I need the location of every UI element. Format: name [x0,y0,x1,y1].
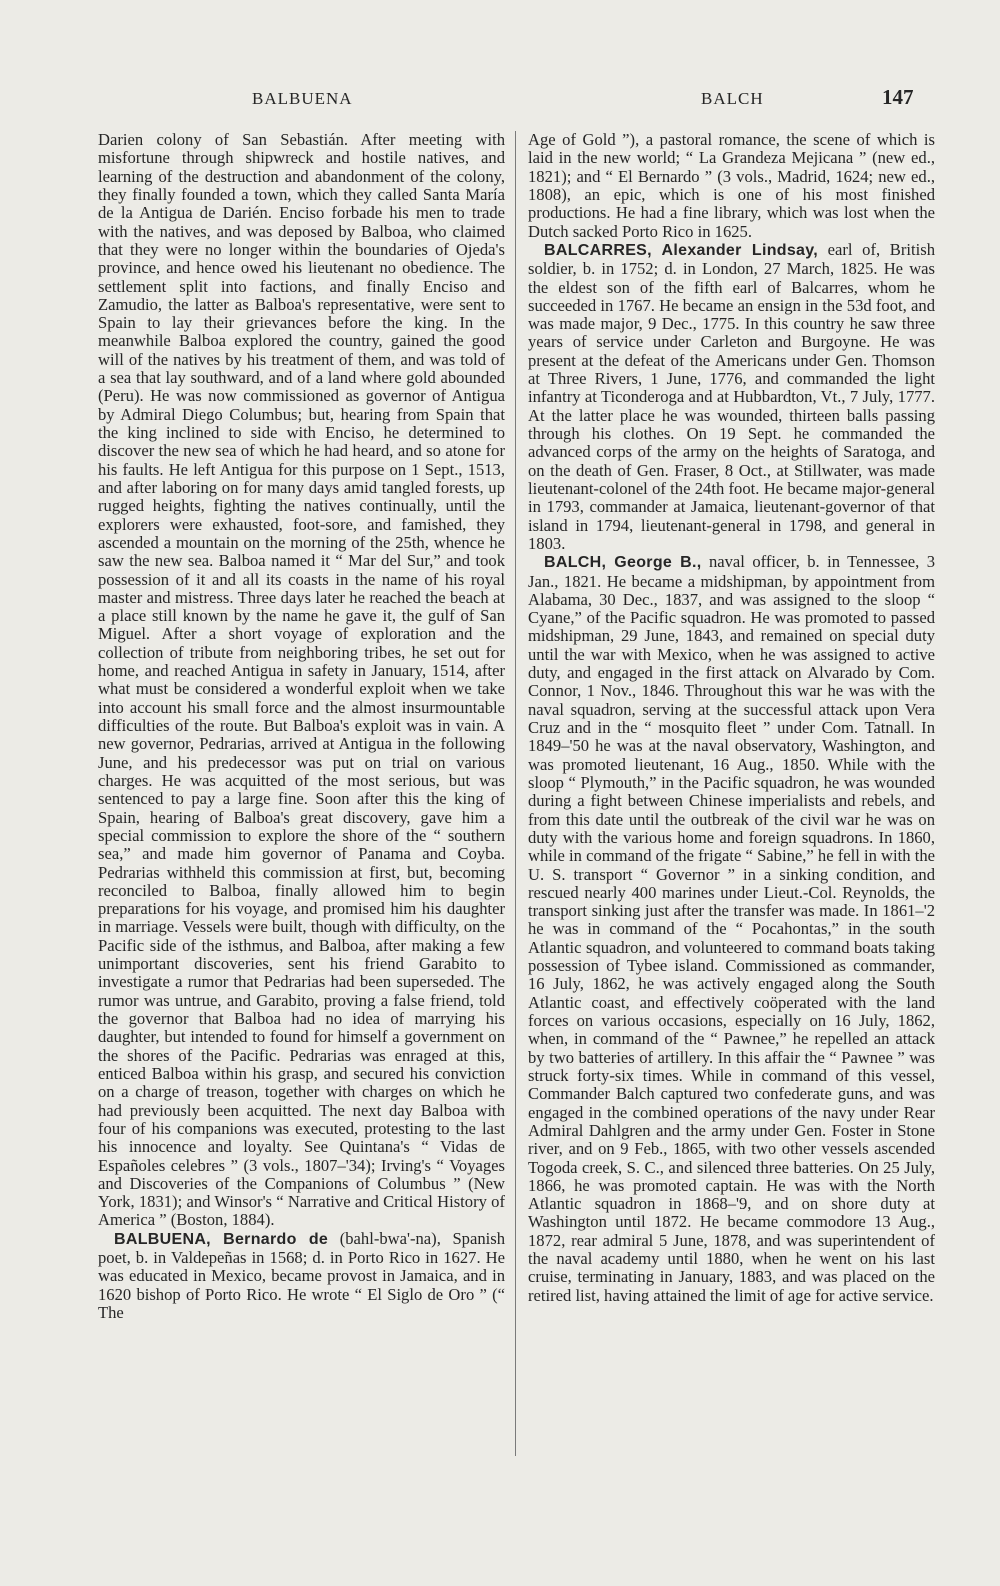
balbuena-entry [98,1230,505,1323]
entry-headword: BALBUENA, Bernardo de [114,1230,329,1248]
entry-text: naval officer, b. in Tennessee, 3 Jan., 1821. He became a midshipman, by appointment from Alabama, 30 Dec., 1837, and was assigned to the sloop “ Cyane,” of the Pacific squadron. He was promoted to passed midshipman, 29 June, 1843, and remained on special duty until the war with Mexico, when he was assigned to active duty, and engaged in the first attack on Alvarado by Com. Connor, 1 Nov., 1846. Throughout this war he was with the naval squadron, serving at the successful attack upon Vera Cruz and in the “ mosquito fleet ” under Com. Tatnall. In 1849–'50 he was at the naval observatory, Washington, and was promoted lieutenant, 16 Aug., 1850. While with the sloop “ Plymouth,” in the Pacific squadron, he was wounded during a fight between Chinese imperialists and rebels, and from this date until the outbreak of the civil war he was on duty with the various home and foreign squadrons. In 1860, while in command of the frigate “ Sabine,” he fell in with the U. S. transport “ Governor ” in a sinking condition, and rescued nearly 400 marines under Lieut.-Col. Reynolds, the transport sinking just after the transfer was made. In 1861–'2 he was in command of the “ Pocahontas,” in the south Atlantic squadron, and volunteered to command boats taking possession of Tybee island. Commissioned as commander, 16 July, 1862, he was actively engaged along the South Atlantic coast, and effectively coöperated with the land forces on various occasions, especially on 16 July, 1862, when, in command of the “ Pawnee,” he repelled an attack by two batteries of artillery. In this affair the “ Pawnee ” was struck forty-six times. While in command of this vessel, Commander Balch captured two confederate guns, and was engaged in the combined operations of the navy under Rear Admiral Dahlgren and the army under Gen. Foster in Stone river, and on 9 Feb., 1865, with two other vessels ascended Togoda creek, S. C., and silenced three batteries. On 25 July, 1866, he was promoted captain. He was with the North Atlantic squadron in 1868–'9, and on shore duty at Washington until 1872. He became commodore 13 Aug., 1872, rear admiral 5 June, 1878, and was superintendent of the naval academy until 1880, when he went on his last cruise, terminating in January, 1883, and was placed on the retired list, having attained the limit of age for active service. [528,552,935,1305]
column-divider [515,131,516,1456]
balch-entry [528,553,935,1305]
running-header [0,85,1000,115]
balbuena-entry-continuation: Age of Gold ”), a pastoral romance, the scene of which is laid in the new world; “ La Grandeza Mejicana ” (new ed., 1821); and “ El Bernardo ” (3 vols., Madrid, 1624; new ed., 1808), an epic, which is one of his most finished productions. He had a fine library, which was lost when the Dutch sacked Porto Rico in 1625. [528,131,935,241]
right-running-head: BALCH [701,89,764,108]
entry-text: (bahl-bwa'-na), Spanish poet, b. in Valdepeñas in 1568; d. in Porto Rico in 1627. He was educated in Mexico, became provost in Jamaica, and in 1620 bishop of Porto Rico. He wrote “ El Siglo de Oro ” (“ The [98,1228,505,1322]
left-column [98,131,505,1461]
entry-headword: BALCH, George B., [544,554,702,572]
balcarres-entry [528,241,935,553]
left-running-head: BALBUENA [252,89,353,108]
right-column [528,131,935,1461]
entry-text: earl of, British soldier, b. in 1752; d. in London, 27 March, 1825. He was the eldest son of the fifth earl of Balcarres, whom he succeeded in 1767. He became an ensign in the 53d foot, and was made major, 9 Dec., 1775. In this country he saw three years of service under Carleton and Burgoyne. He was present at the defeat of the Americans under Gen. Thomson at Three Rivers, 1 June, 1776, and commanded the light infantry at Ticonderoga and at Hubbardton, Vt., 7 July, 1777. At the latter place he was wounded, thirteen balls passing through his clothes. On 19 Sept. he commanded the advanced corps of the army on the heights of Saratoga, and on the death of Gen. Fraser, 8 Oct., at Stillwater, was made lieutenant-colonel of the 24th foot. He became major-general in 1793, commander at Jamaica, lieutenant-governor of that island in 1794, lieutenant-general in 1798, and general in 1803. [528,239,935,553]
balboa-entry-continuation: Darien colony of San Sebastián. After meeting with misfortune through shipwreck and hostile natives, and learning of the destruction and abandonment of the colony, they finally founded a town, which they called Santa María de la Antigua de Darién. Enciso forbade his men to trade with the natives, and was deposed by Balboa, who claimed that they were no longer within the boundaries of Ojeda's province, and hence owed his lieutenant no obedience. The settlement split into factions, and finally Enciso and Zamudio, the latter as Balboa's representative, were sent to Spain to lay their grievances before the king. In the meanwhile Balboa explored the country, gained the good will of the natives by his treatment of them, and was told of a sea that lay southward, and of a land where gold abounded (Peru). He was now commissioned as governor of Antigua by Admiral Diego Columbus; but, hearing from Spain that the king inclined to side with Enciso, he determined to discover the new sea of which he had heard, and so atone for his faults. He left Antigua for this purpose on 1 Sept., 1513, and after laboring on for many days amid tangled forests, up rugged heights, fighting the natives continually, until the explorers were exhausted, foot-sore, and famished, they ascended a mountain on the morning of the 25th, whence he saw the new sea. Balboa named it “ Mar del Sur,” and took possession of it and all its coasts in the name of his royal master and mistress. Three days later he reached the beach at a place still known by the name he gave it, the gulf of San Miguel. After a short voyage of exploration and the collection of tribute from neighboring tribes, he set out for home, and reached Antigua in safety in January, 1514, after what must be considered a wonderful exploit when we take into account his small force and the almost insurmountable difficulties of the route. But Balboa's exploit was in vain. A new governor, Pedrarias, arrived at Antigua in the following June, and his predecessor was put on trial on various charges. He was acquitted of the most serious, but was sentenced to pay a large fine. Soon after this the king of Spain, hearing of Balboa's great discovery, gave him a special commission to explore the shore of the “ southern sea,” and made him governor of Panama and Coyba. Pedrarias withheld this commission at first, but, becoming reconciled to Balboa, finally allowed him to begin preparations for his voyage, and promised him his daughter in marriage. Vessels were built, though with difficulty, on the Pacific side of the isthmus, and Balboa, after making a few unimportant discoveries, sent his friend Garabito to investigate a rumor that Pedrarias had been superseded. The rumor was untrue, and Garabito, proving a false friend, told the governor that Balboa had no idea of marrying his daughter, but intended to found for himself a government on the shores of the Pacific. Pedrarias was enraged at this, enticed Balboa within his grasp, and secured his conviction on a charge of treason, together with charges on which he had previously been acquitted. The next day Balboa with four of his companions was executed, protesting to the last his innocence and loyalty. See Quintana's “ Vidas de Españoles celebres ” (3 vols., 1807–'34); Irving's “ Voyages and Discoveries of the Companions of Columbus ” (New York, 1831); and Winsor's “ Narrative and Critical History of America ” (Boston, 1884). [98,131,505,1230]
entry-headword: BALCARRES, Alexander Lindsay, [544,241,818,259]
page-number: 147 [882,85,914,109]
